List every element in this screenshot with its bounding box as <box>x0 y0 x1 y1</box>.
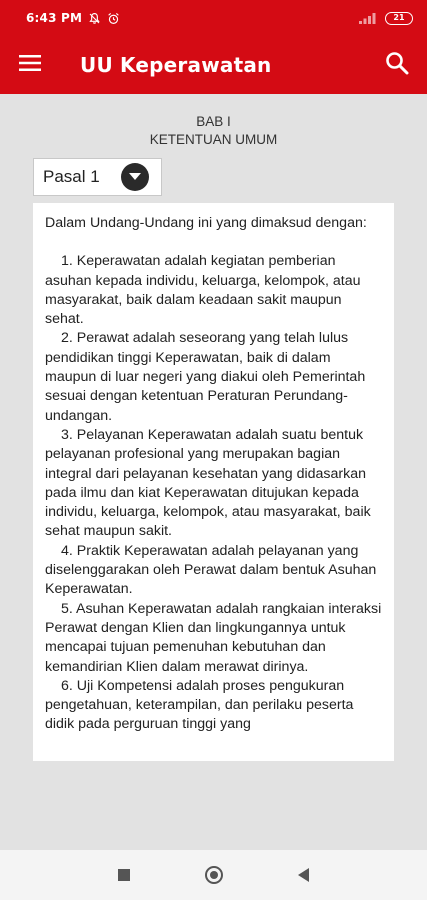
menu-button[interactable] <box>0 36 60 94</box>
circle-icon <box>205 866 223 884</box>
article-item: 3. Pelayanan Keperawatan adalah suatu bentuk pelayanan profesional yang merupakan bagian integral dari pelayanan kesehatan yang didasarkan pada ilmu dan kiat Keperawatan ditujukan kepada individu, keluarga, kelompok, atau masyarakat, baik sehat maupun sakit. <box>45 426 371 540</box>
app-bar <box>0 36 427 94</box>
article-item: 6. Uji Kompetensi adalah proses pengukuran pengetahuan, keterampilan, dan perilaku peserta didik pada perguruan tinggi yang <box>45 677 354 733</box>
chapter-title: KETENTUAN UMUM <box>149 132 278 147</box>
app-title: UU Keperawatan <box>80 53 272 77</box>
recents-button[interactable] <box>104 855 144 895</box>
chapter-heading <box>0 113 427 149</box>
back-button[interactable] <box>284 855 324 895</box>
mute-bell-icon <box>88 12 101 25</box>
system-navigation-bar <box>0 850 427 900</box>
square-icon <box>118 869 130 881</box>
home-button[interactable] <box>194 855 234 895</box>
article-item: 4. Praktik Keperawatan adalah pelayanan yang diselenggarakan oleh Perawat dalam bentuk Asuhan Keperawatan. <box>45 542 377 598</box>
alarm-icon <box>107 12 120 25</box>
status-time: 6:43 PM <box>26 11 83 25</box>
signal-icon <box>359 9 379 28</box>
status-bar <box>0 0 427 36</box>
article-item: 2. Perawat adalah seseorang yang telah lulus pendidikan tinggi Keperawatan, baik di dalam maupun di luar negeri yang diakui oleh Pemerintah sesuai dengan ketentuan Peraturan Perundang-undangan. <box>45 330 366 424</box>
article-content <box>33 203 394 761</box>
search-button[interactable] <box>367 36 427 94</box>
article-item: 5. Asuhan Keperawatan adalah rangkaian interaksi Perawat dengan Klien dan lingkungannya untuk mencapai tujuan pemenuhan kebutuhan dan kemandirian Klien dalam merawat dirinya. <box>45 600 382 675</box>
pasal-dropdown[interactable] <box>33 158 162 196</box>
triangle-back-icon <box>298 868 309 882</box>
pasal-selected-value: Pasal 1 <box>43 167 100 186</box>
article-item: 1. Keperawatan adalah kegiatan pemberian asuhan kepada individu, keluarga, kelompok, atau masyarakat, baik dalam keadaan sakit maupun sehat. <box>45 253 361 328</box>
article-intro: Dalam Undang-Undang ini yang dimaksud dengan: <box>45 215 367 231</box>
battery-icon: 21 <box>385 12 413 25</box>
search-icon <box>385 51 409 79</box>
chevron-down-icon <box>121 163 149 191</box>
chapter-number: BAB I <box>196 114 231 129</box>
hamburger-menu-icon <box>19 55 41 75</box>
